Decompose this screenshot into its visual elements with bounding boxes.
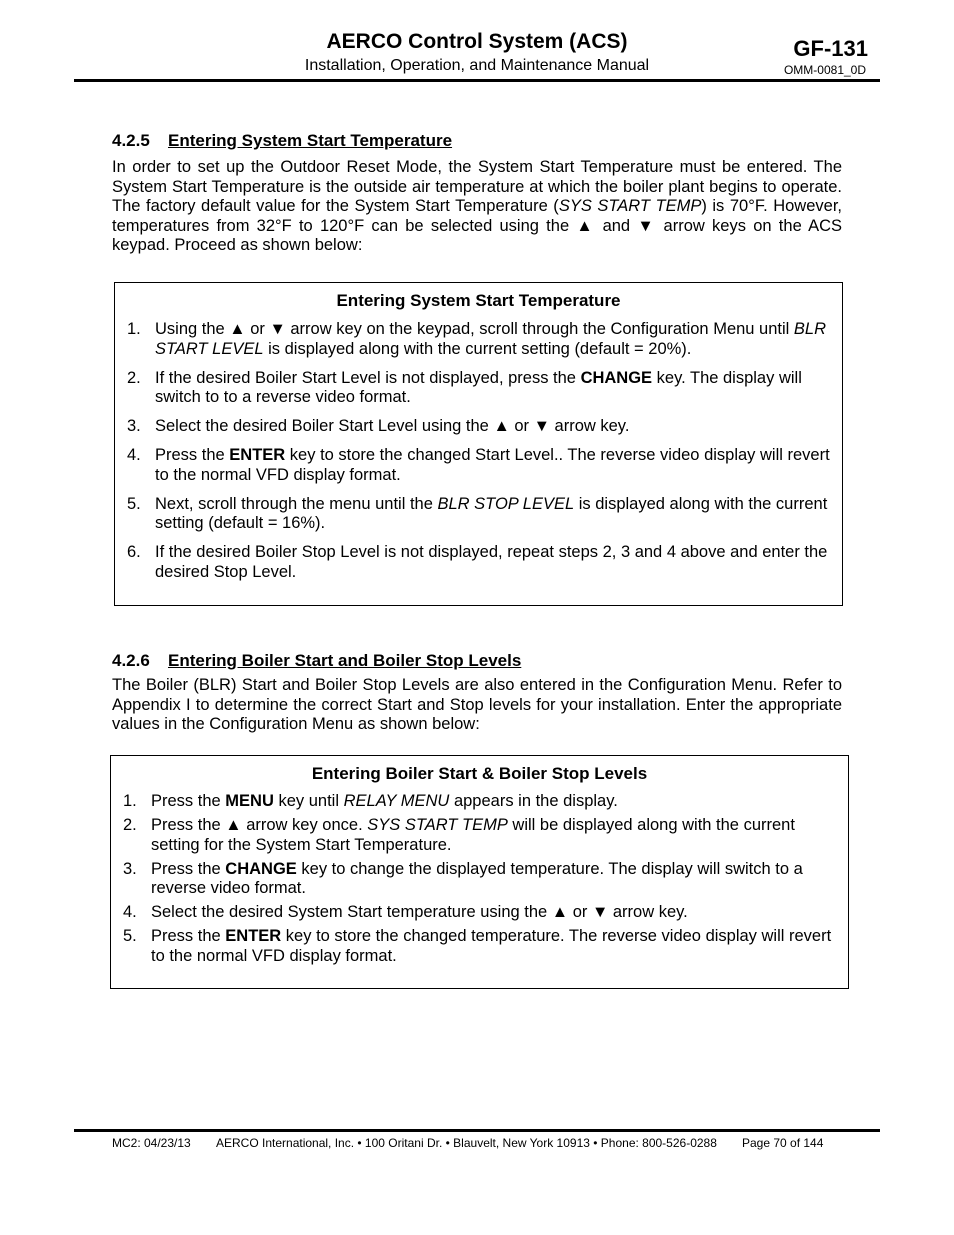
procedure-box-title: Entering System Start Temperature xyxy=(336,291,621,310)
step-number: 2. xyxy=(123,816,137,834)
step-text: Press the xyxy=(151,927,226,945)
step-text: If the desired Boiler Stop Level is not displayed, repeat steps 2, 3 and 4 above and enter the desired Stop Level. xyxy=(155,543,828,581)
procedure-step xyxy=(115,320,842,359)
step-text: Next, scroll through the menu until the xyxy=(155,494,438,513)
procedure-steps xyxy=(111,792,848,966)
step-text: Press the xyxy=(151,859,226,878)
step-key-name: ENTER xyxy=(225,927,282,945)
procedure-step xyxy=(111,792,848,812)
step-text: will be displayed along with the current setting for the System Start Temperature. xyxy=(151,816,795,854)
step-text: is displayed along with the current setting (default = 20%). xyxy=(263,339,692,358)
step-italic: SYS START TEMP xyxy=(367,816,508,834)
step-key-name: MENU xyxy=(225,792,274,810)
step-key-name: CHANGE xyxy=(225,859,297,878)
footer-page-number: Page 70 of 144 xyxy=(742,1136,824,1150)
section-paragraph: The Boiler (BLR) Start and Boiler Stop Levels are also entered in the Configuration Menu. Refer to Appendix I to determine the correct Start and Stop levels for your installation. Enter the appropriate values in the Configuration Menu as shown below: xyxy=(112,676,842,733)
step-text: key to store the changed Start Level.. The reverse video display will revert to the normal VFD display format. xyxy=(155,446,830,484)
procedure-box-system-start-temperature xyxy=(114,282,843,606)
step-number: 1. xyxy=(123,792,137,810)
procedure-box-title: Entering Boiler Start & Boiler Stop Levels xyxy=(311,764,648,783)
step-number: 1. xyxy=(127,320,141,338)
procedure-step xyxy=(111,816,848,855)
section-heading-4-2-5 xyxy=(112,131,452,151)
step-key-name: ENTER xyxy=(229,446,286,464)
footer-rule xyxy=(74,1129,880,1132)
step-text: is displayed along with the current setting (default = 16%). xyxy=(155,494,828,532)
step-text: Press the xyxy=(155,446,230,464)
step-text: Select the desired System Start temperature using the ▲ or ▼ arrow key. xyxy=(151,903,688,921)
step-text: key to change the displayed temperature. The display will switch to a reverse video format. xyxy=(151,859,803,897)
step-number: 2. xyxy=(127,368,141,387)
procedure-step xyxy=(115,417,842,437)
step-number: 5. xyxy=(123,927,137,945)
step-number: 4. xyxy=(127,446,141,464)
section-title: Entering System Start Temperature xyxy=(168,131,453,150)
procedure-step xyxy=(115,446,842,485)
header-rule xyxy=(74,79,880,82)
step-text: Press the xyxy=(151,792,226,810)
step-italic: BLR START LEVEL xyxy=(155,320,827,358)
footer-revision: MC2: 04/23/13 xyxy=(112,1136,191,1150)
document-code: GF-131 xyxy=(793,36,868,61)
section-paragraph xyxy=(112,158,842,256)
procedure-step xyxy=(115,369,842,408)
paragraph-italic: SYS START TEMP xyxy=(558,197,702,215)
step-text: Using the ▲ or ▼ arrow key on the keypad, scroll through the Configuration Menu until xyxy=(155,320,794,338)
paragraph-text: In order to set up the Outdoor Reset Mode, the System Start Temperature must be entered. The System Start Temperature is the outside air temperature at which the boiler plant begins to operate. The factory default value for the System Start Temperature ( xyxy=(112,158,842,215)
procedure-step xyxy=(111,860,848,899)
procedure-step xyxy=(111,903,848,923)
step-number: 4. xyxy=(123,903,137,921)
document-title: AERCO Control System (ACS) xyxy=(326,30,628,53)
section-heading-4-2-6 xyxy=(112,651,521,671)
step-italic: BLR STOP LEVEL xyxy=(437,494,575,513)
step-text: Press the ▲ arrow key once. xyxy=(151,816,368,834)
step-text: key. The display will switch to to a reverse video format. xyxy=(155,368,802,406)
step-number: 3. xyxy=(123,859,137,878)
step-text: If the desired Boiler Start Level is not displayed, press the xyxy=(155,368,581,387)
step-number: 3. xyxy=(127,417,141,435)
step-text: key until xyxy=(273,792,344,810)
procedure-box-boiler-start-stop-levels xyxy=(110,755,849,989)
footer-address: AERCO International, Inc. • 100 Oritani Dr. • Blauvelt, New York 10913 • Phone: 800-526-0288 xyxy=(216,1136,717,1150)
step-number: 6. xyxy=(127,543,141,561)
step-text: appears in the display. xyxy=(449,792,618,810)
procedure-step xyxy=(115,495,842,534)
procedure-step xyxy=(115,543,842,582)
step-text: key to store the changed temperature. The reverse video display will revert to the normal VFD display format. xyxy=(151,927,832,965)
paragraph-text: ) is 70°F. However, temperatures from 32°F to 120°F can be selected using the ▲ and ▼ arrow keys on the ACS keypad. Proceed as shown below: xyxy=(112,197,842,254)
document-subtitle: Installation, Operation, and Maintenance Manual xyxy=(304,57,650,74)
procedure-step xyxy=(111,927,848,966)
step-italic: RELAY MENU xyxy=(343,792,450,810)
step-key-name: CHANGE xyxy=(580,368,653,387)
step-number: 5. xyxy=(127,494,141,513)
section-number: 4.2.5 xyxy=(112,131,150,150)
section-number: 4.2.6 xyxy=(112,651,150,670)
procedure-steps xyxy=(115,320,842,582)
section-title: Entering Boiler Start and Boiler Stop Levels xyxy=(168,651,522,670)
step-text: Select the desired Boiler Start Level using the ▲ or ▼ arrow key. xyxy=(155,417,630,435)
document-number: OMM-0081_0D xyxy=(783,63,866,77)
